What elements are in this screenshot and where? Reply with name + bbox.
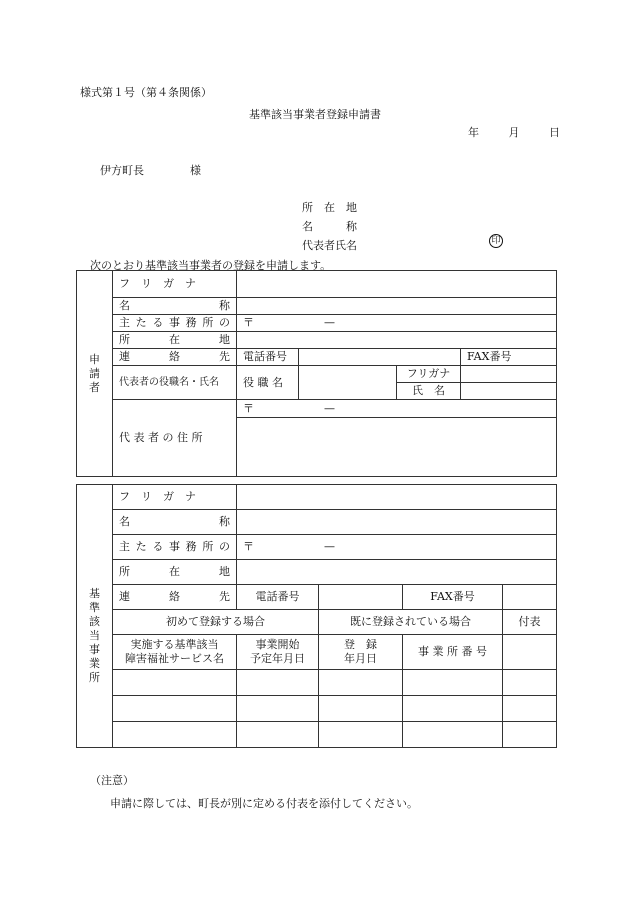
contact-label: 連 絡 先 — [113, 349, 237, 366]
col-reg-header: 登 録 年月日 — [319, 635, 403, 670]
establishment-table — [76, 484, 557, 748]
name-label: 名 称 — [113, 298, 237, 315]
applicant-table — [76, 270, 557, 477]
est-furigana-label: フ リ ガ ナ — [113, 485, 237, 510]
rep-furigana-input[interactable] — [461, 366, 557, 383]
office-label-1: 主たる事務所の — [113, 315, 237, 332]
applicant-name-label: 名 称 — [302, 220, 357, 233]
est-name-input[interactable] — [237, 510, 557, 535]
rep-address-label: 代 表 者 の 住 所 — [113, 400, 237, 477]
applicant-rep-label: 代表者氏名 — [302, 239, 357, 252]
recipient-name: 伊方町長 — [100, 164, 144, 177]
intro-text: 次のとおり基準該当事業者の登録を申請します。 — [90, 259, 332, 272]
position-label: 役 職 名 — [237, 366, 299, 400]
est-postal-input[interactable] — [237, 535, 557, 560]
office-label-2: 所 在 地 — [113, 332, 237, 349]
office-address-input[interactable] — [237, 332, 557, 349]
rep-postal-mark: 〒 — [243, 402, 254, 415]
date-line — [468, 124, 560, 140]
phone-label: 電話番号 — [237, 349, 299, 366]
furigana-label: フ リ ガ ナ — [113, 271, 237, 298]
col-start-header: 事業開始 予定年月日 — [237, 635, 319, 670]
attachment-cell[interactable] — [503, 635, 557, 670]
est-phone-input[interactable] — [319, 585, 403, 610]
establishment-side-label: 基 準 該 当 事 業 所 — [77, 485, 113, 748]
year-label: 年 — [468, 126, 479, 139]
seal-icon: 印 — [489, 234, 503, 248]
applicant-side-label: 申 請 者 — [77, 271, 113, 477]
est-phone-label: 電話番号 — [237, 585, 319, 610]
postal-dash: — — [324, 316, 335, 329]
postal-mark: 〒 — [243, 316, 254, 329]
document-title: 基準該当事業者登録申請書 — [249, 108, 381, 121]
rep-name-input[interactable] — [461, 383, 557, 400]
rep-address-input[interactable] — [237, 400, 557, 477]
col-service-header: 実施する基準該当 障害福祉サービス名 — [113, 635, 237, 670]
already-registered-label: 既に登録されている場合 — [319, 610, 503, 635]
position-input[interactable] — [299, 366, 397, 400]
day-label: 日 — [549, 126, 560, 139]
furigana-input[interactable] — [237, 271, 557, 298]
est-fax-label: FAX番号 — [403, 585, 503, 610]
est-postal-mark: 〒 — [243, 540, 254, 553]
est-postal-dash: — — [324, 540, 335, 553]
rep-title-name-label: 代表者の役職名・氏名 — [113, 366, 237, 400]
applicant-fields — [302, 198, 357, 255]
est-fax-input[interactable] — [503, 585, 557, 610]
month-label: 月 — [508, 126, 520, 139]
rep-postal-dash: — — [324, 402, 335, 415]
table-row — [77, 670, 557, 696]
rep-name-label: 氏 名 — [397, 383, 461, 400]
table-row — [77, 722, 557, 748]
rep-furigana-label: フリガナ — [397, 366, 461, 383]
est-office-label-1: 主たる事務所の — [113, 535, 237, 560]
recipient-suffix: 様 — [190, 164, 201, 177]
attachment-label: 付表 — [503, 610, 557, 635]
est-office-address-input[interactable] — [237, 560, 557, 585]
postal-code-input[interactable] — [237, 315, 557, 332]
recipient — [100, 162, 201, 178]
est-furigana-input[interactable] — [237, 485, 557, 510]
notes-body: 申請に際しては、町長が別に定める付表を添付してください。 — [110, 797, 418, 810]
name-input[interactable] — [237, 298, 557, 315]
first-registration-label: 初めて登録する場合 — [113, 610, 319, 635]
est-name-label: 名 称 — [113, 510, 237, 535]
fax-label: FAX番号 — [461, 349, 557, 366]
est-office-label-2: 所 在 地 — [113, 560, 237, 585]
table-row — [77, 696, 557, 722]
applicant-address-label: 所 在 地 — [302, 201, 357, 214]
form-number: 様式第１号（第４条関係） — [80, 86, 212, 99]
notes-heading: （注意） — [90, 774, 134, 787]
phone-input[interactable] — [299, 349, 461, 366]
col-office-no-header: 事 業 所 番 号 — [403, 635, 503, 670]
est-contact-label: 連 絡 先 — [113, 585, 237, 610]
